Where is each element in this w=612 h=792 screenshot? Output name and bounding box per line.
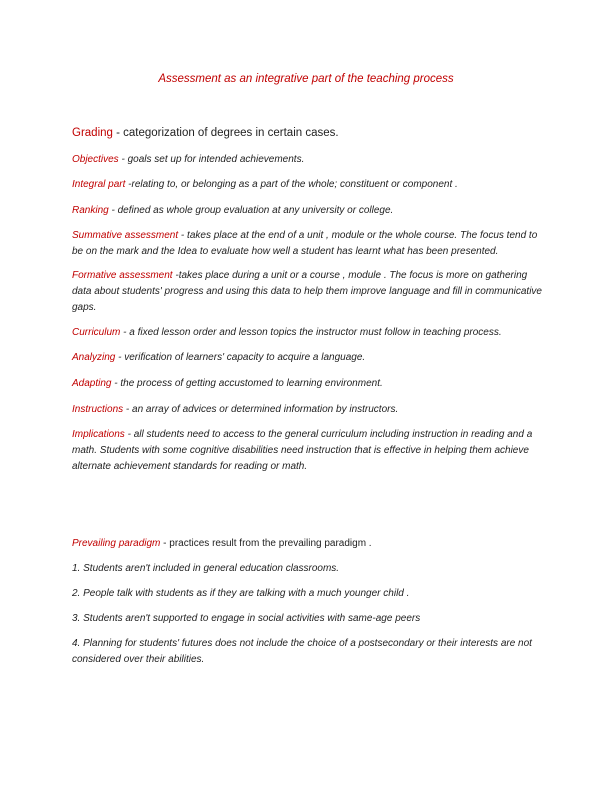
paradigm-list-item: 1. Students aren't included in general education classrooms. <box>72 563 340 574</box>
glossary-term: Grading <box>72 127 113 139</box>
glossary-definition: - defined as whole group evaluation at any university or college. <box>108 205 394 216</box>
paradigm-heading <box>72 536 542 552</box>
glossary-term: Ranking <box>72 205 109 216</box>
glossary-definition: - a fixed lesson order and lesson topics the instructor must follow in teaching process. <box>120 327 502 338</box>
glossary-entry-formative-assessment <box>72 268 542 316</box>
glossary-entry-curriculum <box>72 325 542 341</box>
glossary-entry-objectives <box>72 152 542 168</box>
glossary-term: Formative assessment <box>72 270 173 281</box>
glossary-term: Integral part <box>72 179 126 190</box>
glossary-definition: - takes place at the end of a unit , module or the whole course. The focus tend to be on the mark and the Idea to evaluate how well a student has learnt what has been presented. <box>72 230 538 257</box>
glossary-entry-summative-assessment <box>72 228 542 260</box>
glossary-term: Adapting <box>72 378 112 389</box>
paradigm-list-item: 4. Planning for students' futures does not include the choice of a postsecondary or their interests are not considered over their abilities. <box>72 638 532 665</box>
document-title: Assessment as an integrative part of the teaching process <box>158 73 454 85</box>
glossary-entry-grading <box>72 125 542 141</box>
glossary-term: Instructions <box>72 404 124 415</box>
glossary-entry-implications <box>72 427 542 475</box>
glossary-definition: - all students need to access to the general curriculum including instruction in reading and a math. Students with some cognitive disabilities need instruction that is effective in helping them achieve alternate achievement standards for reading or math. <box>72 429 533 472</box>
glossary-term: Objectives <box>72 154 119 165</box>
glossary-term: Analyzing <box>72 352 116 363</box>
glossary-entry-instructions <box>72 402 542 418</box>
paradigm-term: Prevailing paradigm <box>72 538 161 549</box>
glossary-entry-ranking <box>72 203 542 219</box>
glossary-entry-adapting <box>72 376 542 392</box>
glossary-term: Implications <box>72 429 125 440</box>
paradigm-definition: - practices result from the prevailing paradigm . <box>160 538 372 549</box>
glossary-term: Curriculum <box>72 327 121 338</box>
glossary-definition: - goals set up for intended achievements. <box>118 154 305 165</box>
glossary-definition: - an array of advices or determined information by instructors. <box>123 404 399 415</box>
glossary-definition: - verification of learners' capacity to acquire a language. <box>115 352 366 363</box>
glossary-term: Summative assessment <box>72 230 179 241</box>
glossary-entry-integral-part <box>72 177 542 193</box>
paradigm-list-item: 2. People talk with students as if they are talking with a much younger child . <box>72 588 410 599</box>
glossary-definition: - categorization of degrees in certain cases. <box>112 127 339 139</box>
glossary-definition: -takes place during a unit or a course , module . The focus is more on gathering data about students' progress and using this data to help them improve language and fill in communicative gaps. <box>72 270 542 313</box>
paradigm-list-item: 3. Students aren't supported to engage in social activities with same-age peers <box>72 613 421 624</box>
glossary-definition: - the process of getting accustomed to learning environment. <box>111 378 383 389</box>
glossary-definition: -relating to, or belonging as a part of the whole; constituent or component . <box>125 179 458 190</box>
glossary-entry-analyzing <box>72 350 542 366</box>
